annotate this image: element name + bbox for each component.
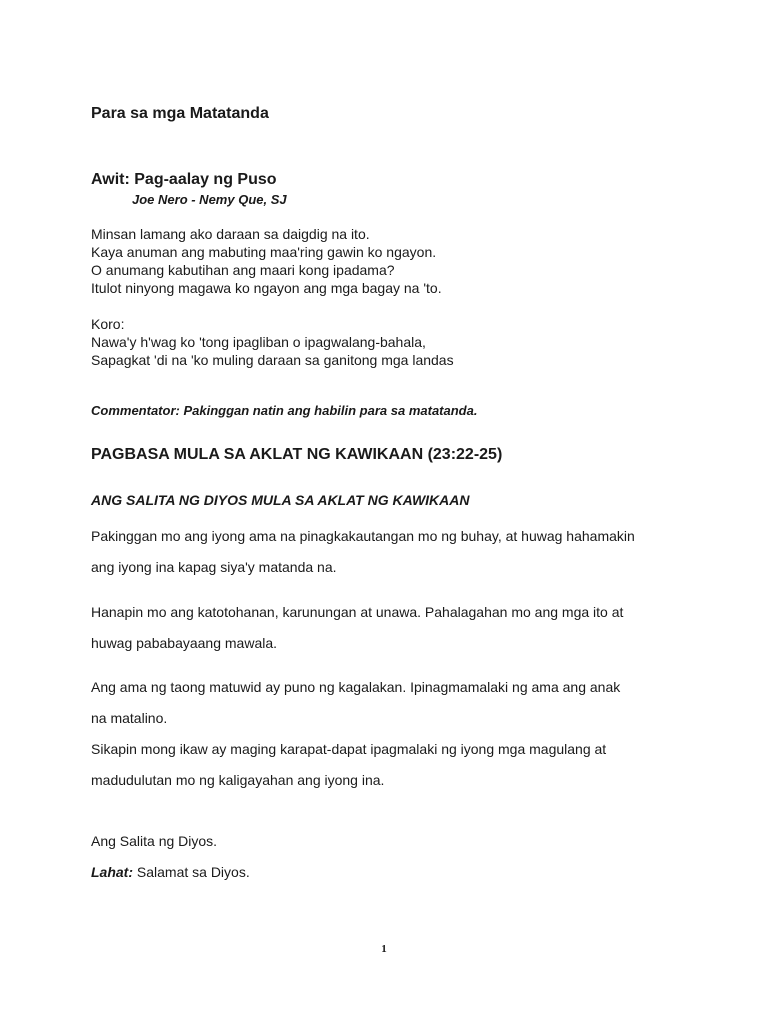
verse-line: O anumang kabutihan ang maari kong ipadama? xyxy=(91,262,395,278)
chorus-label: Koro: xyxy=(91,316,125,332)
reading-line: madudulutan mo ng kaligayahan ang iyong ina. xyxy=(91,772,385,788)
closing-line: Ang Salita ng Diyos. xyxy=(91,833,218,849)
reading-line: na matalino. xyxy=(91,710,168,726)
verse-line: Minsan lamang ako daraan sa daigdig na ito. xyxy=(91,226,370,242)
section-title: Para sa mga Matatanda xyxy=(91,105,269,122)
page-number: 1 xyxy=(381,943,387,955)
chorus-line: Sapagkat 'di na 'ko muling daraan sa ganitong mga landas xyxy=(91,352,454,368)
chorus-line: Nawa'y h'wag ko 'tong ipagliban o ipagwalang-bahala, xyxy=(91,334,426,350)
reading-line: huwag pababayaang mawala. xyxy=(91,635,278,651)
reading-line: Pakinggan mo ang iyong ama na pinagkakautangan mo ng buhay, at huwag hahamakin xyxy=(91,528,635,544)
reading-heading: PAGBASA MULA SA AKLAT NG KAWIKAAN (23:22-25) xyxy=(91,446,503,463)
reading-line: Ang ama ng taong matuwid ay puno ng kagalakan. Ipinagmamalaki ng ama ang anak xyxy=(91,679,621,695)
word-heading: ANG SALITA NG DIYOS MULA SA AKLAT NG KAWIKAAN xyxy=(91,492,470,508)
song-title: Awit: Pag-aalay ng Puso xyxy=(91,171,277,188)
reading-line: Sikapin mong ikaw ay maging karapat-dapat ipagmalaki ng iyong mga magulang at xyxy=(91,741,607,757)
response-text: Salamat sa Diyos. xyxy=(133,864,250,880)
verse-line: Itulot ninyong magawa ko ngayon ang mga bagay na 'to. xyxy=(91,280,442,296)
commentator-note: Commentator: Pakinggan natin ang habilin para sa matatanda. xyxy=(91,403,478,418)
response-line xyxy=(91,863,250,881)
verse-line: Kaya anuman ang mabuting maa'ring gawin ko ngayon. xyxy=(91,244,437,260)
reading-line: Hanapin mo ang katotohanan, karunungan at unawa. Pahalagahan mo ang mga ito at xyxy=(91,604,624,620)
song-credit: Joe Nero - Nemy Que, SJ xyxy=(132,192,287,207)
response-label: Lahat: xyxy=(91,864,133,880)
reading-line: ang iyong ina kapag siya'y matanda na. xyxy=(91,559,337,575)
